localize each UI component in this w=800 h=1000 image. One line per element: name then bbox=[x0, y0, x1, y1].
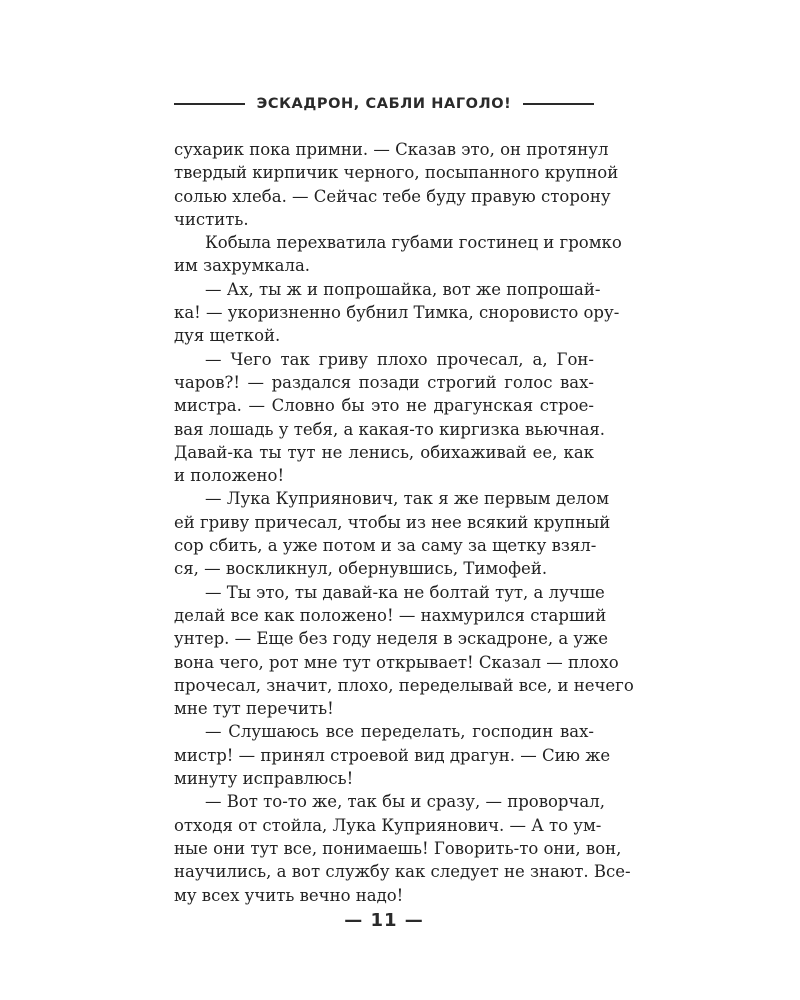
text-line: солью хлеба. — Сейчас тебе буду правую сторону bbox=[174, 186, 611, 206]
text-line: чаров?! — раздался позади строгий голос вах- bbox=[174, 372, 594, 392]
text-line: ные они тут все, понимаешь! Говорить-то они, вон, bbox=[174, 838, 622, 858]
paragraph bbox=[174, 581, 634, 721]
text-line: Кобыла перехватила губами гостинец и громко bbox=[205, 233, 622, 253]
text-line: сухарик пока примни. — Сказав это, он протянул bbox=[174, 140, 609, 159]
text-line: минуту исправлюсь! bbox=[174, 769, 354, 789]
text-line: мистр! — принял строевой вид драгун. — Сию же bbox=[174, 745, 611, 765]
text-line: ка! — укоризненно бубнил Тимка, сноровисто ору- bbox=[174, 303, 620, 323]
text-line: — Слушаюсь все переделать, господин вах- bbox=[205, 722, 594, 742]
page-number: — 11 — bbox=[344, 910, 424, 931]
running-header bbox=[174, 92, 594, 116]
text-line: чистить. bbox=[174, 209, 249, 229]
text-line: им захрумкала. bbox=[174, 256, 311, 276]
text-line: мистра. — Словно бы это не драгунская строе- bbox=[174, 396, 594, 416]
text-line: сор сбить, а уже потом и за саму за щетку взял- bbox=[174, 536, 597, 556]
header-rule-left bbox=[174, 103, 245, 105]
text-line: ся, — воскликнул, обернувшись, Тимофей. bbox=[174, 559, 548, 579]
text-line: — Вот то-то же, так бы и сразу, — проворчал, bbox=[205, 792, 605, 812]
text-line: — Ты это, ты давай-ка не болтай тут, а лучше bbox=[205, 582, 605, 602]
paragraph bbox=[174, 138, 619, 231]
text-line: делай все как положено! — нахмурился старший bbox=[174, 605, 607, 625]
text-line: Давай-ка ты тут не ленись, обихаживай ее, как bbox=[174, 442, 594, 462]
body-text bbox=[174, 138, 634, 907]
text-line: вона чего, рот мне тут открывает! Сказал — плохо bbox=[174, 652, 619, 672]
paragraph bbox=[174, 720, 611, 790]
text-line: дуя щеткой. bbox=[174, 326, 281, 346]
text-line: прочесал, значит, плохо, переделывай все, и нечего bbox=[174, 675, 634, 695]
text-line: отходя от стойла, Лука Куприянович. — А то ум- bbox=[174, 815, 602, 835]
text-line: ей гриву причесал, чтобы из нее всякий крупный bbox=[174, 512, 611, 532]
text-line: мне тут перечить! bbox=[174, 699, 334, 719]
paragraph bbox=[174, 348, 606, 488]
text-line: вая лошадь у тебя, а какая-то киргизка вьючная. bbox=[174, 419, 606, 439]
header-rule-right bbox=[523, 103, 594, 105]
paragraph bbox=[174, 790, 631, 906]
text-line: твердый кирпичик черного, посыпанного крупной bbox=[174, 163, 619, 183]
paragraph bbox=[174, 231, 622, 278]
text-line: — Чего так гриву плохо прочесал, а, Гон- bbox=[205, 349, 594, 369]
paragraph bbox=[174, 487, 611, 580]
text-line: и положено! bbox=[174, 466, 285, 486]
paragraph bbox=[174, 278, 620, 348]
text-line: унтер. — Еще без году неделя в эскадроне, а уже bbox=[174, 629, 609, 649]
text-line: — Ах, ты ж и попрошайка, вот же попрошай- bbox=[205, 279, 601, 299]
text-line: научились, а вот службу как следует не знают. Все- bbox=[174, 862, 631, 882]
text-line: — Лука Куприянович, так я же первым делом bbox=[205, 489, 610, 509]
running-title: ЭСКАДРОН, САБЛИ НАГОЛО! bbox=[256, 96, 512, 112]
text-line: му всех учить вечно надо! bbox=[174, 885, 404, 905]
